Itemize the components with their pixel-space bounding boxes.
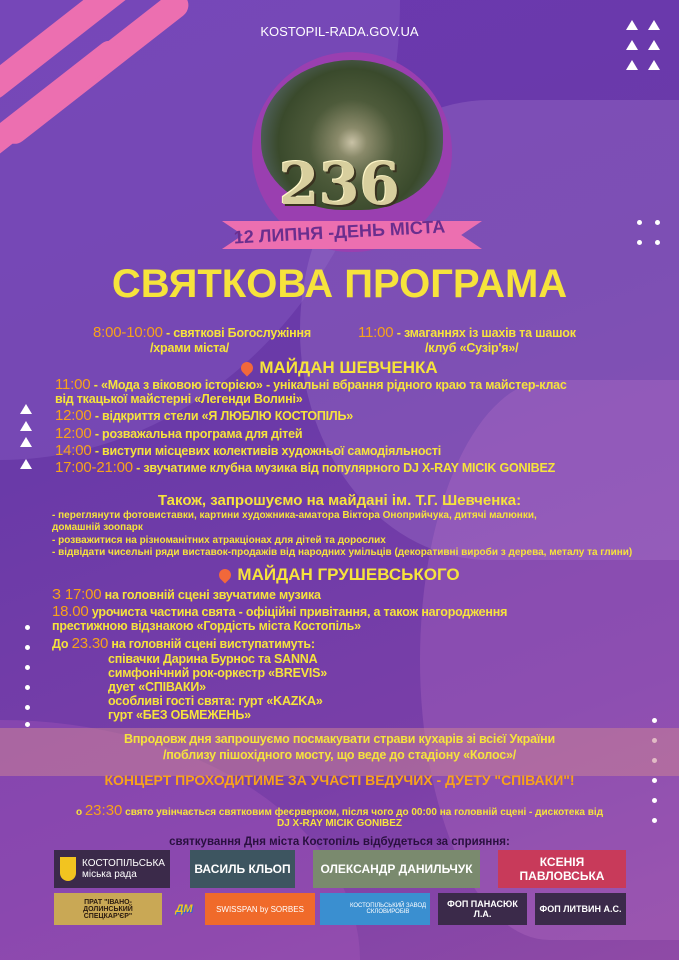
morning-item: [93, 324, 311, 341]
schedule-item-cont: від ткацької майстерні «Легенди Волині»: [55, 392, 303, 406]
sponsor-logo: ВАСИЛЬ КЛЬОП: [190, 850, 295, 888]
sponsor-logo: КСЕНІЯ ПАВЛОВСЬКА: [498, 850, 626, 888]
triangle-decor-icon: [626, 60, 638, 70]
fireworks-dj: DJ X-RAY MICIK GONIBEZ: [276, 818, 403, 829]
schedule-item: [52, 635, 315, 652]
also-line: - відвідати чисельні ряди виставок-продажів від народних умільців (декоративні вироби з дерева, металу та глини): [52, 547, 633, 558]
text-span: КОСТОПІЛЬСЬКА міська рада: [82, 858, 165, 880]
food-line: Впродовж дня запрошуємо посмакувати страви кухарів зі всієї України: [124, 732, 555, 746]
schedule-item: [52, 603, 507, 620]
performer: співачки Дарина Бурнос та SANNA: [108, 652, 318, 666]
text-span: МАЙДАН ГРУШЕВСЬКОГО: [237, 565, 460, 584]
sponsor-logo: SWISSPAN by SORBES: [205, 893, 315, 925]
sponsor-logo: ОЛЕКСАНДР ДАНИЛЬЧУК: [313, 850, 480, 888]
sponsor-logo: ФОП ПАНАСЮК Л.А.: [438, 893, 527, 925]
morning-sub: /храми міста/: [150, 341, 230, 355]
schedule-item: [55, 425, 302, 442]
text-span: 18.00: [52, 603, 89, 620]
performer: особливі гості свята: гурт «KAZKA»: [108, 694, 323, 708]
text-span: 17:00-21:00: [55, 459, 133, 476]
text-span: 23.30: [71, 635, 109, 652]
text-span: - «Мода з віковою історією» - унікальні вбрання рідного краю та майстер-клас: [90, 378, 567, 392]
also-line: - розважитися на різноманітних атракціонах для дітей та дорослих: [52, 535, 386, 546]
fireworks-note: [0, 802, 679, 819]
page-title: СВЯТКОВА ПРОГРАМА: [111, 262, 568, 306]
dot-decor-icon: [637, 240, 642, 245]
text-span: - змаганнях із шахів та шашок: [393, 326, 576, 340]
sponsor-logo: ФОП ЛИТВИН А.С.: [535, 893, 626, 925]
text-span: 12:00: [55, 425, 92, 442]
sponsors-title: святкування Дня міста Костопіль відбудеться за сприяння:: [169, 836, 510, 848]
performer: гурт «БЕЗ ОБМЕЖЕНЬ»: [108, 708, 251, 722]
concert-note: КОНЦЕРТ ПРОХОДИТИМЕ ЗА УЧАСТІ ВЕДУЧИХ - ДУЕТУ "СПІВАКИ"!: [104, 772, 575, 788]
text-span: - звучатиме клубна музика від популярного DJ X-RAY MICIK GONIBEZ: [132, 461, 556, 475]
performer: дует «СПІВАКИ»: [108, 680, 206, 694]
triangle-decor-icon: [20, 404, 32, 414]
text-span: - святкові Богослужіння: [162, 326, 311, 340]
performer: симфонічний рок-оркестр «BREVIS»: [108, 666, 328, 680]
dot-decor-icon: [25, 665, 30, 670]
dot-decor-icon: [652, 718, 657, 723]
text-span: - виступи місцевих колективів художньої самодіяльності: [91, 444, 442, 458]
triangle-decor-icon: [648, 60, 660, 70]
schedule-item: [52, 586, 321, 603]
text-span: о: [75, 807, 85, 818]
morning-sub: /клуб «Сузір'я»/: [425, 341, 519, 355]
website-url: KOSTOPIL-RADA.GOV.UA: [260, 24, 419, 39]
dot-decor-icon: [25, 645, 30, 650]
text-span: - відкриття стели «Я ЛЮБЛЮ КОСТОПІЛЬ»: [91, 409, 354, 423]
triangle-decor-icon: [20, 421, 32, 431]
triangle-decor-icon: [20, 459, 32, 469]
also-line: - переглянути фотовиставки, картини художника-аматора Віктора Оноприйчука, дитячі малюнки,: [52, 510, 537, 521]
text-span: свято увінчається святковим феєрверком, після чого до 00:00 на головній сцені - дискотека від: [122, 807, 604, 818]
text-span: МАЙДАН ШЕВЧЕНКА: [259, 358, 438, 377]
coat-of-arms-icon: [60, 857, 76, 881]
anniversary-number: 236: [278, 150, 401, 218]
schedule-item: [55, 376, 567, 393]
triangle-decor-icon: [648, 40, 660, 50]
morning-item: [358, 324, 576, 341]
text-span: До: [52, 637, 72, 651]
section-header-shevchenka: [0, 358, 679, 378]
sponsor-logo: ПРАТ "ІВАНО-ДОЛИНСЬКИЙ СПЕЦКАР'ЄР": [54, 893, 162, 925]
text-span: на головній сцені виступатимуть:: [108, 637, 315, 651]
text-span: З 17:00: [52, 586, 102, 603]
section-header-hrushevskoho: [0, 565, 679, 585]
triangle-decor-icon: [20, 437, 32, 447]
text-span: 11:00: [358, 324, 394, 341]
schedule-item: [55, 459, 555, 476]
ribbon-text: 12 ЛИПНЯ -ДЕНЬ МІСТА: [233, 216, 446, 248]
sponsor-logo: КОСТОПІЛЬСЬКИЙ ЗАВОД СКЛОВИРОБІВ: [320, 893, 430, 925]
dot-decor-icon: [25, 625, 30, 630]
food-line: /поблизу пішохідного мосту, що веде до стадіону «Колос»/: [162, 748, 517, 762]
schedule-item-cont: престижною відзнакою «Гордість міста Костопіль»: [52, 619, 361, 633]
dot-decor-icon: [25, 722, 30, 727]
text-span: 11:00: [55, 376, 91, 393]
dot-decor-icon: [25, 705, 30, 710]
location-pin-icon: [239, 360, 256, 377]
triangle-decor-icon: [626, 40, 638, 50]
text-span: 8:00-10:00: [93, 324, 163, 341]
sponsor-logo-dm: ДМ: [175, 903, 193, 915]
text-span: - розважальна програма для дітей: [91, 427, 303, 441]
dot-decor-icon: [25, 685, 30, 690]
text-span: 12:00: [55, 407, 92, 424]
text-span: 14:00: [55, 442, 92, 459]
also-line: домашній зоопарк: [52, 522, 143, 533]
dot-decor-icon: [655, 240, 660, 245]
schedule-item: [55, 407, 353, 424]
text-span: на головній сцені звучатиме музика: [101, 588, 321, 602]
text-span: 23:30: [84, 802, 123, 819]
text-span: урочиста частина свята - офіційні привітання, а також нагородження: [88, 605, 508, 619]
schedule-item: [55, 442, 441, 459]
sponsor-logo-city-council: [54, 850, 170, 888]
location-pin-icon: [217, 567, 234, 584]
also-title: Також, запрошуємо на майдані ім. Т.Г. Шевченка:: [157, 492, 522, 509]
